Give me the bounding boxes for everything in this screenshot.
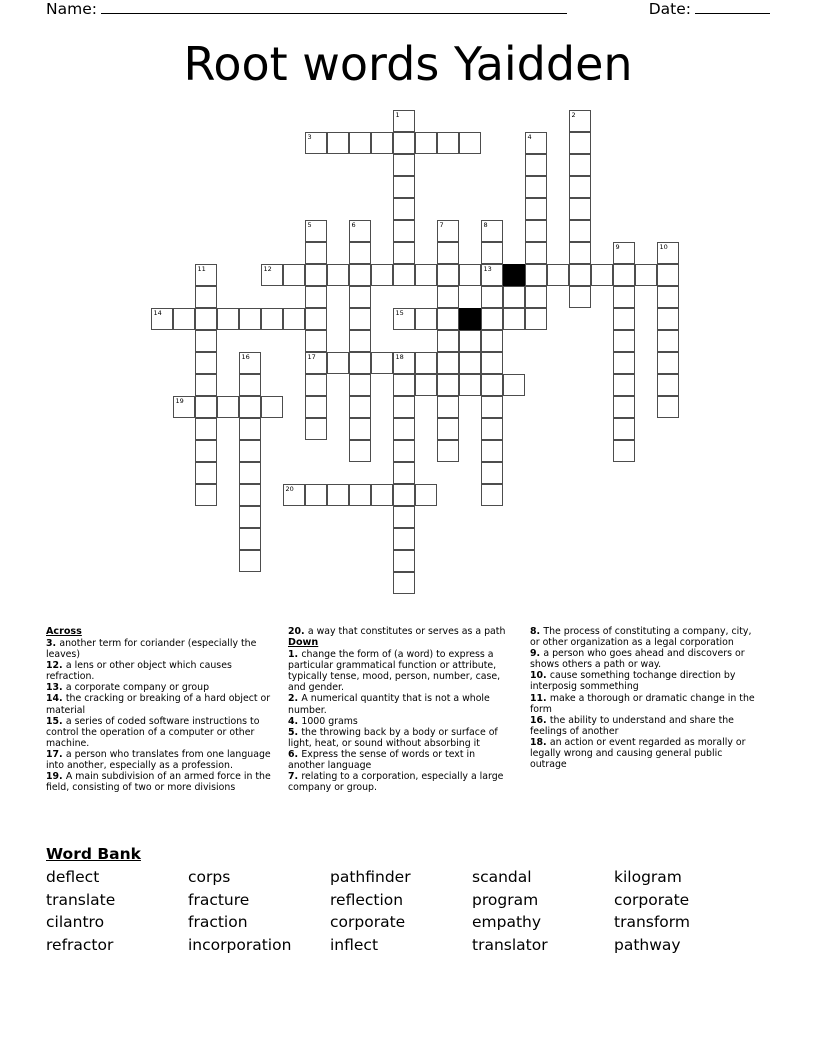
grid-cell[interactable] <box>459 352 481 374</box>
grid-cell[interactable] <box>393 352 415 374</box>
grid-clue-number: 1 <box>395 111 400 119</box>
grid-cell[interactable] <box>569 242 591 264</box>
word-bank-word[interactable]: cilantro <box>46 913 105 931</box>
grid-cell[interactable] <box>613 286 635 308</box>
grid-cell[interactable] <box>613 330 635 352</box>
word-bank-word[interactable]: corporate <box>614 890 690 909</box>
clue-text: change the form of (a word) to express a particular grammatical function or attribute, typically tense, mood, person, number, case, and gender. <box>288 649 501 694</box>
grid-cell[interactable] <box>415 484 437 506</box>
clue-number: 1. <box>288 649 302 661</box>
grid-cell[interactable] <box>569 132 591 154</box>
grid-clue-number: 20 <box>285 485 294 493</box>
crossword-grid[interactable] <box>0 0 816 520</box>
grid-cell[interactable] <box>437 264 459 286</box>
grid-cell[interactable] <box>415 264 437 286</box>
grid-cell[interactable] <box>481 374 503 396</box>
clue-text: A numerical quantity that is not a whole number. <box>288 693 490 716</box>
grid-cell[interactable] <box>393 440 415 462</box>
grid-cell[interactable] <box>613 352 635 374</box>
clue-text: another term for coriander (especially the leaves) <box>46 638 257 661</box>
grid-cell[interactable] <box>349 484 371 506</box>
word-bank-row <box>46 934 770 957</box>
down-clue <box>288 727 514 749</box>
clue-number: 15. <box>46 715 66 727</box>
grid-cell[interactable] <box>415 308 437 330</box>
grid-cell[interactable] <box>613 242 635 264</box>
across-clue <box>46 660 272 682</box>
grid-cell[interactable] <box>195 330 217 352</box>
word-bank-word[interactable]: inflect <box>330 935 379 954</box>
grid-cell[interactable] <box>393 550 415 572</box>
grid-cell[interactable] <box>239 396 261 418</box>
grid-cell[interactable] <box>327 352 349 374</box>
clue-number: 17. <box>46 748 66 760</box>
across-heading: Across <box>46 626 82 637</box>
grid-cell[interactable] <box>349 264 371 286</box>
grid-cell[interactable] <box>525 286 547 308</box>
grid-cell[interactable] <box>657 308 679 330</box>
word-bank-word[interactable]: pathfinder <box>330 868 411 886</box>
word-bank-word[interactable]: fraction <box>188 913 248 931</box>
grid-cell[interactable] <box>195 440 217 462</box>
word-bank-word[interactable]: corporate <box>330 913 406 931</box>
grid-cell[interactable] <box>349 220 371 242</box>
grid-cell[interactable] <box>481 308 503 330</box>
grid-clue-number: 8 <box>483 221 488 229</box>
grid-cell[interactable] <box>349 418 371 440</box>
grid-cell[interactable] <box>371 132 393 154</box>
across-clue <box>46 716 272 749</box>
grid-cell[interactable] <box>481 286 503 308</box>
clue-text: a corporate company or group <box>65 682 210 694</box>
clue-number: 16. <box>530 714 550 726</box>
grid-cell[interactable] <box>173 396 195 418</box>
clues-column-3 <box>530 626 756 770</box>
grid-cell[interactable] <box>217 396 239 418</box>
clue-text: a lens or other object which causes refraction. <box>46 660 232 683</box>
grid-cell[interactable] <box>569 176 591 198</box>
grid-cell[interactable] <box>217 308 239 330</box>
grid-cell[interactable] <box>459 132 481 154</box>
clue-text: Express the sense of words or text in another language <box>288 748 476 772</box>
grid-cell[interactable] <box>195 374 217 396</box>
grid-cell[interactable] <box>239 462 261 484</box>
grid-clue-number: 11 <box>197 265 206 273</box>
grid-cell[interactable] <box>349 396 371 418</box>
clue-number: 12. <box>46 660 66 672</box>
clue-text: a person who translates from one language into another, especially as a profession. <box>46 748 271 772</box>
grid-cell[interactable] <box>239 352 261 374</box>
word-bank-row <box>46 889 770 912</box>
grid-cell[interactable] <box>239 374 261 396</box>
word-bank-word[interactable]: reflection <box>330 890 404 909</box>
grid-cell[interactable] <box>613 396 635 418</box>
word-bank-word[interactable]: transform <box>614 913 690 931</box>
word-bank-row <box>46 866 770 889</box>
word-bank-word[interactable]: kilogram <box>614 868 682 886</box>
grid-cell[interactable] <box>459 264 481 286</box>
grid-cell[interactable] <box>349 440 371 462</box>
grid-cell[interactable] <box>481 462 503 484</box>
grid-cell[interactable] <box>305 308 327 330</box>
grid-cell[interactable] <box>569 110 591 132</box>
grid-cell[interactable] <box>305 264 327 286</box>
grid-cell[interactable] <box>657 264 679 286</box>
grid-cell[interactable] <box>195 308 217 330</box>
grid-clue-number: 3 <box>307 133 312 141</box>
grid-cell[interactable] <box>393 242 415 264</box>
word-bank-word[interactable]: refractor <box>46 935 114 954</box>
grid-cell[interactable] <box>195 418 217 440</box>
grid-cell-blocked <box>503 264 525 286</box>
grid-cell[interactable] <box>437 418 459 440</box>
down-clue <box>288 716 514 727</box>
grid-cell[interactable] <box>349 374 371 396</box>
grid-cell[interactable] <box>459 330 481 352</box>
grid-cell[interactable] <box>613 374 635 396</box>
grid-cell[interactable] <box>393 374 415 396</box>
grid-cell[interactable] <box>305 286 327 308</box>
clue-text: the cracking or breaking of a hard object or material <box>46 693 271 716</box>
grid-cell[interactable] <box>393 506 415 528</box>
grid-cell[interactable] <box>349 330 371 352</box>
grid-cell[interactable] <box>239 418 261 440</box>
grid-cell[interactable] <box>415 352 437 374</box>
grid-cell[interactable] <box>437 308 459 330</box>
across-clue <box>46 771 272 793</box>
grid-cell[interactable] <box>503 286 525 308</box>
grid-cell[interactable] <box>437 440 459 462</box>
grid-cell[interactable] <box>305 330 327 352</box>
grid-cell[interactable] <box>195 264 217 286</box>
down-heading: Down <box>288 637 319 649</box>
clue-number: 11. <box>530 692 550 704</box>
across-clue <box>288 626 514 637</box>
grid-cell[interactable] <box>481 418 503 440</box>
clue-text: make a thorough or dramatic change in the form <box>530 692 755 715</box>
grid-cell[interactable] <box>437 132 459 154</box>
clue-number: 6. <box>288 748 302 760</box>
clue-text: 1000 grams <box>301 715 358 727</box>
grid-cell[interactable] <box>525 132 547 154</box>
grid-cell[interactable] <box>437 242 459 264</box>
word-bank-word[interactable]: deflect <box>46 868 100 886</box>
grid-cell[interactable] <box>393 264 415 286</box>
grid-cell[interactable] <box>393 462 415 484</box>
grid-cell[interactable] <box>393 484 415 506</box>
grid-cell[interactable] <box>349 242 371 264</box>
down-clue <box>288 771 514 793</box>
grid-cell[interactable] <box>195 352 217 374</box>
grid-cell[interactable] <box>525 198 547 220</box>
across-clue <box>46 682 272 693</box>
grid-cell[interactable] <box>305 396 327 418</box>
grid-cell[interactable] <box>371 484 393 506</box>
clues-section <box>46 626 770 836</box>
grid-clue-number: 15 <box>395 309 404 317</box>
down-clue <box>530 737 756 770</box>
word-bank-word[interactable]: corps <box>188 868 231 886</box>
clues-column-1 <box>46 626 272 793</box>
grid-cell[interactable] <box>239 550 261 572</box>
grid-cell[interactable] <box>635 264 657 286</box>
grid-cell[interactable] <box>305 418 327 440</box>
grid-cell[interactable] <box>393 110 415 132</box>
grid-cell[interactable] <box>239 308 261 330</box>
clue-number: 4. <box>288 715 302 727</box>
grid-cell[interactable] <box>525 308 547 330</box>
clue-number: 8. <box>530 626 544 637</box>
grid-cell[interactable] <box>393 176 415 198</box>
grid-cell[interactable] <box>437 286 459 308</box>
grid-cell[interactable] <box>327 264 349 286</box>
grid-cell[interactable] <box>371 264 393 286</box>
grid-cell[interactable] <box>481 440 503 462</box>
grid-cell[interactable] <box>657 242 679 264</box>
grid-clue-number: 13 <box>483 265 492 273</box>
grid-cell[interactable] <box>657 286 679 308</box>
grid-cell[interactable] <box>613 264 635 286</box>
grid-cell[interactable] <box>613 308 635 330</box>
grid-cell[interactable] <box>657 352 679 374</box>
grid-cell[interactable] <box>283 484 305 506</box>
grid-cell[interactable] <box>481 330 503 352</box>
grid-cell[interactable] <box>305 374 327 396</box>
name-label: Name: <box>46 0 97 18</box>
grid-cell[interactable] <box>393 154 415 176</box>
grid-cell[interactable] <box>239 528 261 550</box>
clue-text: The process of constituting a company, city, or other organization as a legal corporation <box>530 626 752 649</box>
grid-cell[interactable] <box>613 440 635 462</box>
grid-cell[interactable] <box>613 418 635 440</box>
word-bank-word[interactable]: scandal <box>472 868 532 886</box>
grid-clue-number: 5 <box>307 221 312 229</box>
grid-cell[interactable] <box>173 308 195 330</box>
grid-cell[interactable] <box>393 308 415 330</box>
grid-cell[interactable] <box>569 220 591 242</box>
clue-number: 5. <box>288 726 302 738</box>
grid-clue-number: 14 <box>153 309 162 317</box>
grid-cell[interactable] <box>195 396 217 418</box>
clue-number: 7. <box>288 771 302 783</box>
grid-cell[interactable] <box>349 286 371 308</box>
down-clue <box>530 626 756 648</box>
clue-number: 18. <box>530 736 550 748</box>
grid-clue-number: 4 <box>527 133 532 141</box>
grid-clue-number: 6 <box>351 221 356 229</box>
grid-cell[interactable] <box>239 506 261 528</box>
grid-cell[interactable] <box>525 154 547 176</box>
grid-cell[interactable] <box>305 484 327 506</box>
grid-cell[interactable] <box>481 484 503 506</box>
grid-cell[interactable] <box>415 374 437 396</box>
clue-text: a person who goes ahead and discovers or shows others a path or way. <box>530 648 745 671</box>
grid-cell[interactable] <box>437 396 459 418</box>
grid-cell[interactable] <box>437 330 459 352</box>
grid-cell[interactable] <box>569 198 591 220</box>
clue-text: relating to a corporation, especially a large company or group. <box>288 771 504 794</box>
down-clue <box>530 670 756 692</box>
grid-cell[interactable] <box>525 220 547 242</box>
grid-clue-number: 9 <box>615 243 620 251</box>
clue-text: the ability to understand and share the feelings of another <box>530 714 734 737</box>
down-clue <box>288 649 514 693</box>
clue-text: A main subdivision of an armed force in the field, consisting of two or more divisions <box>46 771 271 794</box>
word-bank-word[interactable]: translate <box>46 890 116 909</box>
grid-cell[interactable] <box>393 220 415 242</box>
clue-number: 10. <box>530 670 550 682</box>
clue-number: 19. <box>46 771 66 783</box>
across-clue <box>46 693 272 715</box>
grid-cell[interactable] <box>547 264 569 286</box>
grid-clue-number: 17 <box>307 353 316 361</box>
clue-text: cause something tochange direction by interposig sommething <box>530 670 736 693</box>
grid-clue-number: 10 <box>659 243 668 251</box>
word-bank-word[interactable]: translator <box>472 935 548 954</box>
grid-cell[interactable] <box>239 484 261 506</box>
clue-text: the throwing back by a body or surface of light, heat, or sound without absorbing it <box>288 726 498 749</box>
grid-cell[interactable] <box>393 198 415 220</box>
grid-cell[interactable] <box>371 352 393 374</box>
grid-cell[interactable] <box>503 374 525 396</box>
clue-number: 20. <box>288 626 308 637</box>
grid-clue-number: 16 <box>241 353 250 361</box>
clues-column-2 <box>288 626 514 793</box>
word-bank-heading: Word Bank <box>46 845 141 863</box>
clue-text: an action or event regarded as morally or legally wrong and causing general public outrage <box>530 736 746 771</box>
grid-cell[interactable] <box>305 242 327 264</box>
grid-cell[interactable] <box>393 396 415 418</box>
grid-clue-number: 7 <box>439 221 444 229</box>
down-clue <box>530 693 756 715</box>
grid-cell[interactable] <box>349 132 371 154</box>
grid-cell[interactable] <box>481 352 503 374</box>
grid-cell[interactable] <box>591 264 613 286</box>
grid-cell[interactable] <box>305 132 327 154</box>
grid-cell[interactable] <box>195 484 217 506</box>
grid-cell[interactable] <box>393 572 415 594</box>
grid-clue-number: 12 <box>263 265 272 273</box>
grid-cell[interactable] <box>481 264 503 286</box>
grid-cell[interactable] <box>525 242 547 264</box>
across-clue <box>46 638 272 660</box>
grid-cell[interactable] <box>327 132 349 154</box>
word-bank-word[interactable]: pathway <box>614 935 681 954</box>
grid-cell[interactable] <box>459 374 481 396</box>
grid-cell[interactable] <box>657 374 679 396</box>
clue-number: 9. <box>530 648 544 660</box>
word-bank-word[interactable]: fracture <box>188 890 250 909</box>
grid-cell[interactable] <box>283 264 305 286</box>
grid-cell[interactable] <box>393 418 415 440</box>
grid-cell[interactable] <box>503 308 525 330</box>
grid-cell[interactable] <box>151 308 173 330</box>
grid-cell[interactable] <box>525 264 547 286</box>
clue-number: 3. <box>46 638 60 649</box>
clue-number: 14. <box>46 693 66 705</box>
grid-cell[interactable] <box>393 528 415 550</box>
grid-cell[interactable] <box>481 396 503 418</box>
grid-cell[interactable] <box>569 264 591 286</box>
grid-cell[interactable] <box>261 396 283 418</box>
grid-clue-number: 2 <box>571 111 576 119</box>
grid-cell[interactable] <box>569 154 591 176</box>
grid-cell[interactable] <box>657 330 679 352</box>
grid-cell[interactable] <box>349 308 371 330</box>
grid-cell[interactable] <box>415 132 437 154</box>
grid-cell[interactable] <box>569 286 591 308</box>
word-bank <box>46 866 770 956</box>
grid-cell[interactable] <box>393 132 415 154</box>
clue-text: a series of coded software instructions to control the operation of a computer or other machine. <box>46 715 260 749</box>
grid-cell[interactable] <box>261 308 283 330</box>
clue-text: a way that constitutes or serves as a path <box>307 626 506 637</box>
grid-cell[interactable] <box>437 374 459 396</box>
clue-number: 13. <box>46 682 66 694</box>
grid-cell[interactable] <box>195 462 217 484</box>
date-label: Date: <box>648 0 691 18</box>
word-bank-row <box>46 911 770 934</box>
page-title: Root words Yaidden <box>183 37 633 91</box>
across-clue <box>46 749 272 771</box>
grid-cell[interactable] <box>195 286 217 308</box>
down-clue <box>288 749 514 771</box>
down-clue <box>530 648 756 670</box>
grid-cell[interactable] <box>283 308 305 330</box>
grid-cell[interactable] <box>349 352 371 374</box>
grid-cell[interactable] <box>261 264 283 286</box>
grid-cell[interactable] <box>327 484 349 506</box>
grid-cell[interactable] <box>437 352 459 374</box>
grid-cell[interactable] <box>657 396 679 418</box>
clue-number: 2. <box>288 693 302 705</box>
word-bank-word[interactable]: empathy <box>472 913 542 931</box>
grid-cell[interactable] <box>305 352 327 374</box>
grid-cell-blocked <box>459 308 481 330</box>
grid-clue-number: 19 <box>175 397 184 405</box>
grid-cell[interactable] <box>239 440 261 462</box>
word-bank-word[interactable]: incorporation <box>188 935 292 954</box>
down-clue <box>530 715 756 737</box>
grid-cell[interactable] <box>525 176 547 198</box>
grid-cell[interactable] <box>305 220 327 242</box>
word-bank-word[interactable]: program <box>472 890 539 909</box>
grid-cell[interactable] <box>481 242 503 264</box>
grid-clue-number: 18 <box>395 353 404 361</box>
down-clue <box>288 693 514 715</box>
grid-cell[interactable] <box>437 220 459 242</box>
grid-cell[interactable] <box>481 220 503 242</box>
